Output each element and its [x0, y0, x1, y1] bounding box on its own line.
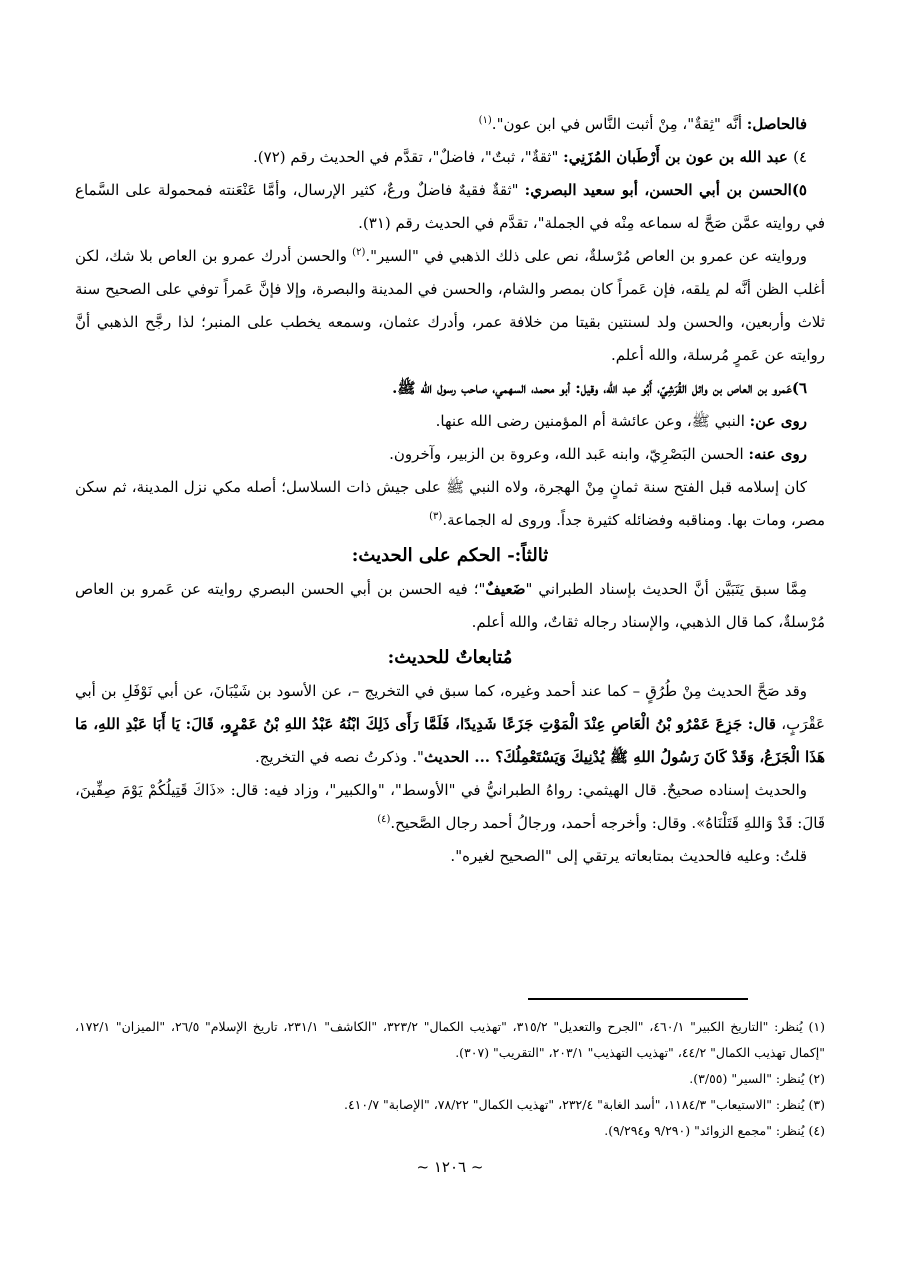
text: الحسن البَصْرِيّ، وابنه عَبد الله، وعروة بن الزبير، وآخرون.: [389, 445, 749, 463]
text: أنَّه "ثِقةٌ"، مِنْ أثبت النَّاس في ابن عون".: [491, 115, 747, 133]
paragraph-conclusion-final: [75, 840, 825, 873]
page-number: ~ ١٢٠٦ ~: [416, 1158, 484, 1176]
item-number: ٤): [793, 148, 807, 166]
paragraph-biography: [75, 471, 825, 537]
text: "ثقةٌ"، ثبتٌ"، فاضلٌ"، تقدَّم في الحديث رقم (٧٢).: [253, 148, 564, 166]
ruling-word: ضَعيفٌ: [485, 580, 526, 598]
paragraph-conclusion: [75, 108, 825, 141]
footnote-ref[interactable]: (٢): [352, 247, 366, 258]
main-text: [75, 108, 825, 873]
text: مِمَّا سبق يَتَبَيَّن أنَّ الحديث بإسناد الطبراني ": [525, 580, 807, 598]
paragraph-ruling: [75, 573, 825, 639]
section-heading-followups: مُتابعاتٌ للحديث:: [387, 647, 513, 668]
paragraph-hasan-narration: [75, 240, 825, 372]
paragraph-authenticity: [75, 774, 825, 840]
label-narrated-by: روى عنه:: [748, 445, 807, 463]
footnotes: [75, 1014, 825, 1144]
footnote-ref[interactable]: (١): [478, 115, 492, 126]
text: "؛ فيه الحسن بن أبي الحسن البصري روايته عن عَمرو بن العاص مُرْسلةٌ، كما قال الذهبي، والإسناد رجاله ثقاتٌ، والله أعلم.: [75, 580, 825, 631]
section-heading-ruling: ثالثاً:- الحكم على الحديث:: [351, 545, 549, 566]
narrator-6: [75, 372, 825, 405]
narrator-5: [75, 174, 825, 240]
narrator-4: [75, 141, 825, 174]
text: والحسن أدرك عمرو بن العاص بلا شك، لكن أغلب الظن أنَّه لم يلقه، فإن عَمراً كان بمصر والشام، والحسن في المدينة والبصرة، وإلا فإنَّ عَمراً توفي على الصحيح سنة ثلاث وأربعين، والحسن ولد لسنتين بقيتا من خلافة عمر، وأدرك عثمان، وسمعه يخطب على المنبر؛ لذا رجَّح الذهبي أنَّ روايته عن عَمرٍ مُرسلة، والله أعلم.: [75, 247, 825, 364]
text: كان إسلامه قبل الفتح سنة ثمانٍ مِنْ الهجرة، ولاه النبي ﷺ على جيش ذات السلاسل؛ أصله مكي نزل المدينة، ثم سكن مصر، ومات بها. ومناقبه وفضائله كثيرة جداً. وروى له الجماعة.: [75, 478, 825, 529]
label-conclusion: فالحاصل:: [746, 115, 807, 133]
text: وروايته عن عمرو بن العاص مُرْسلةٌ، نص على ذلك الذهبي في "السير".: [365, 247, 807, 265]
footnote-3: (٣) يُنظر: "الاستيعاب" ١١٨٤/٣، "أسد الغابة" ٢٣٢/٤، "تهذيب الكمال" ٧٨/٢٢، "الإصابة" ٤١٠/٧.: [343, 1097, 825, 1112]
narrated-by: [75, 438, 825, 471]
narrated-from: [75, 405, 825, 438]
narrator-name: عَمرو بن العاص بن وائل القُرَشِيّ، أَبُو عبد الله، وقيل: أبو محمد، السهمي، صاحب رسول الله ﷺ.: [392, 379, 792, 397]
narrator-name: الحسن بن أبي الحسن، أبو سعيد البصري:: [524, 181, 792, 199]
item-number: ٦): [791, 379, 807, 397]
text: "ثقةٌ فقيهٌ فاضلٌ ورعٌ، كثير الإرسال، وأمَّا عَنْعَنته فمحمولة على السَّماع في روايته عمَّن صَحَّ له سماعه مِنْه في الجملة"، تقدَّم في الحديث رقم (٣١).: [75, 181, 825, 232]
text: والحديث إسناده صحيحٌ. قال الهيثمي: رواهُ الطبرانيُّ في "الأوسط"، "والكبير"، وزاد فيه: قال: «ذَاكَ قَتِيلُكُمْ يَوْمَ صِفِّينَ، قَالَ: قَدْ وَاللهِ قَتَلْنَاهُ». وقال: وأخرجه أحمد، ورجالُ أحمد رجال الصَّحيح.: [75, 781, 825, 832]
footnote-ref[interactable]: (٤): [377, 814, 391, 825]
narrator-name: عبد الله بن عون بن أَرْطَبان المُزَنِي:: [563, 148, 794, 166]
hadith-text: قال: جَزِعَ عَمْرُو بْنُ الْعَاصِ عِنْدَ الْمَوْتِ جَزَعًا شَدِيدًا، فَلَمَّا رَأَى ذَلِكَ ابْنُهُ عَبْدُ اللهِ بْنُ عَمْرٍو، قَالَ: يَا أَبَا عَبْدِ اللهِ، مَا هَذَا الْجَزَعُ، وَقَدْ كَانَ رَسُولُ اللهِ ﷺ يُدْنِيكَ وَيَسْتَعْمِلُكَ؟ ... الحديث: [75, 715, 825, 766]
text: النبي ﷺ، وعن عائشة أم المؤمنين رضى الله عنها.: [435, 412, 750, 430]
text: وقد صَحَّ الحديث مِنْ طُرُقٍ – كما عند أحمد وغيره، كما سبق في التخريج –، عن الأسود بن شَيْبَانَ، عن أبي نَوْفَلِ بن أبي عَقْرَبٍ،: [75, 682, 826, 733]
footnote-4: (٤) يُنظر: "مجمع الزوائد" (٩/٢٩٠ و٩/٢٩٤).: [604, 1123, 825, 1138]
footnote-1: (١) يُنظر: "التاريخ الكبير" ٤٦٠/١، "الجرح والتعديل" ٣١٥/٢، "تهذيب الكمال" ٣٢٣/٢، "الكاشف" ٢٣١/١، تاريخ الإسلام" ٢٦/٥، "الميزان" ١٧٢/١، "إكمال تهذيب الكمال" ٤٤/٢، "تهذيب التهذيب" ٢٠٣/١، "التقريب" (٣٠٧).: [75, 1019, 825, 1060]
footnote-ref[interactable]: (٣): [429, 511, 443, 522]
footnote-divider: [528, 998, 748, 1000]
label-narrated-from: روى عن:: [749, 412, 807, 430]
text: قلتُ: وعليه فالحديث بمتابعاته يرتقي إلى "الصحيح لغيره".: [450, 847, 807, 865]
text: ". وذكرتُ نصه في التخريج.: [254, 748, 424, 766]
paragraph-followups: [75, 675, 825, 774]
item-number: ٥): [791, 181, 807, 199]
footnote-2: (٢) يُنظر: "السير" (٣/٥٥).: [689, 1071, 825, 1086]
